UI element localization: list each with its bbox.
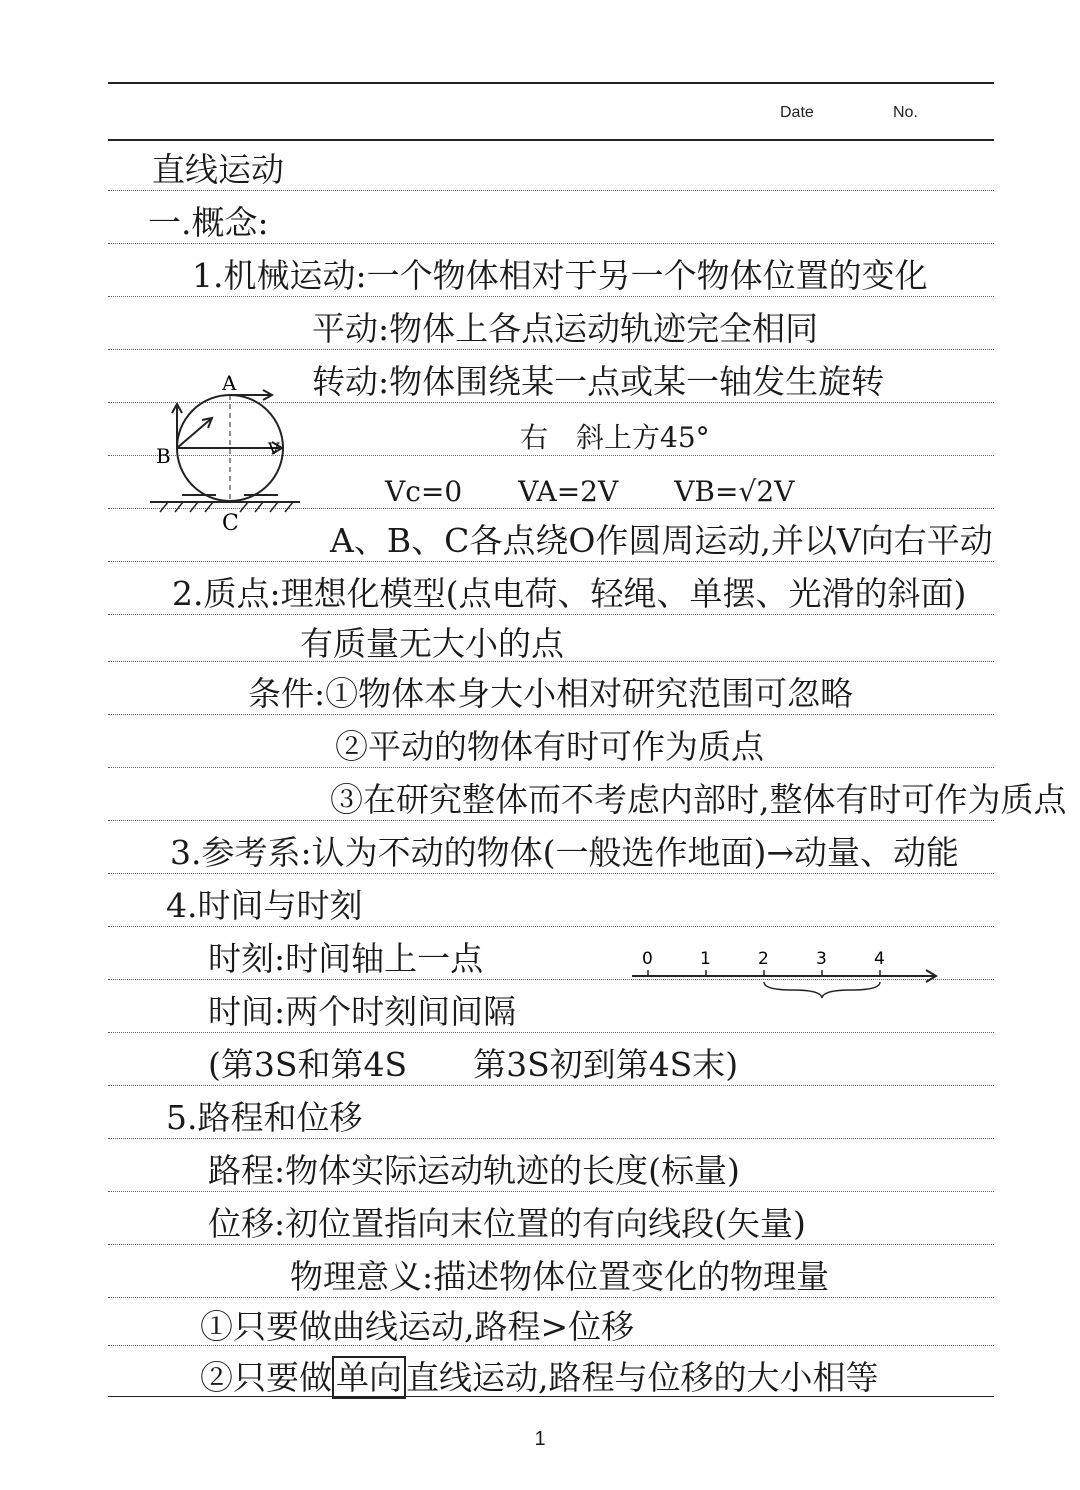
text-line: 平动:物体上各点运动轨迹完全相同 bbox=[312, 309, 819, 348]
page-number: 1 bbox=[534, 1428, 546, 1450]
ruled-line bbox=[108, 614, 994, 615]
label-c: C bbox=[222, 511, 239, 536]
text-segment: ②只要做 bbox=[200, 1358, 332, 1397]
text-line: ①只要做曲线运动,路程>位移 bbox=[200, 1307, 635, 1346]
diagonal-arrow bbox=[177, 418, 212, 448]
ruled-line bbox=[108, 1244, 994, 1245]
text-line: 时间:两个时刻间间隔 bbox=[208, 992, 517, 1031]
heading-title: 直线运动 bbox=[152, 150, 284, 189]
ruled-line bbox=[108, 296, 994, 297]
ruled-line bbox=[108, 714, 994, 715]
tick-label: 1 bbox=[700, 949, 711, 969]
text-line: 转动:物体围绕某一点或某一轴发生旋转 bbox=[312, 362, 885, 401]
ruled-line bbox=[108, 1085, 994, 1086]
ruled-line bbox=[108, 243, 994, 244]
text-line: 物理意义:描述物体位置变化的物理量 bbox=[290, 1257, 830, 1296]
text-line: 右 斜上方45° bbox=[520, 421, 710, 454]
text-line: A、B、C各点绕O作圆周运动,并以V向右平动 bbox=[330, 521, 993, 560]
ruled-line bbox=[108, 820, 994, 821]
date-label: Date bbox=[780, 104, 814, 121]
ruled-line bbox=[108, 1138, 994, 1139]
text-line: 位移:初位置指向末位置的有向线段(矢量) bbox=[208, 1204, 806, 1243]
time-axis-diagram bbox=[628, 938, 948, 1008]
text-line: 3.参考系:认为不动的物体(一般选作地面)→动量、动能 bbox=[170, 833, 960, 872]
top-rule bbox=[108, 82, 994, 84]
interval-brace bbox=[764, 982, 880, 998]
text-line: ②平动的物体有时可作为质点 bbox=[335, 727, 764, 766]
label-a: A bbox=[222, 371, 237, 395]
text-line: 2.质点:理想化模型(点电荷、轻绳、单摆、光滑的斜面) bbox=[172, 574, 967, 613]
text-line: 1.机械运动:一个物体相对于另一个物体位置的变化 bbox=[192, 256, 928, 295]
text-line: Vc=0 VA=2V VB=√2V bbox=[385, 475, 795, 508]
text-line bbox=[200, 1358, 879, 1398]
ruled-line bbox=[108, 926, 994, 927]
ruled-line bbox=[108, 1032, 994, 1033]
ruled-line bbox=[108, 561, 994, 562]
tick-label: 2 bbox=[758, 949, 769, 969]
rolling-wheel-diagram bbox=[150, 370, 310, 545]
ruled-line bbox=[108, 190, 994, 191]
text-line: ③在研究整体而不考虑内部时,整体有时可作为质点 bbox=[330, 780, 1067, 819]
ruled-line bbox=[108, 873, 994, 874]
tick-label: 0 bbox=[642, 949, 653, 969]
text-line: 路程:物体实际运动轨迹的长度(标量) bbox=[208, 1151, 740, 1190]
section-heading: 一.概念: bbox=[148, 203, 269, 242]
section-heading: 5.路程和位移 bbox=[166, 1098, 363, 1137]
tick-label: 4 bbox=[874, 949, 885, 969]
ruled-line bbox=[108, 349, 994, 350]
tick-label: 3 bbox=[816, 949, 827, 969]
section-heading: 4.时间与时刻 bbox=[166, 886, 363, 925]
ruled-line bbox=[108, 767, 994, 768]
label-b: B bbox=[156, 444, 171, 468]
text-line: (第3S和第4S 第3S初到第4S末) bbox=[208, 1045, 739, 1084]
header-rule bbox=[108, 139, 994, 141]
text-line: 条件:①物体本身大小相对研究范围可忽略 bbox=[248, 674, 854, 713]
text-segment: 直线运动,路程与位移的大小相等 bbox=[406, 1358, 879, 1397]
text-line: 时刻:时间轴上一点 bbox=[208, 939, 484, 978]
label-v: V bbox=[268, 439, 280, 458]
ruled-line bbox=[108, 1297, 994, 1298]
no-label: No. bbox=[893, 104, 918, 121]
ruled-line bbox=[108, 1191, 994, 1192]
boxed-emphasis: 单向 bbox=[332, 1356, 406, 1399]
text-line: 有质量无大小的点 bbox=[300, 624, 564, 663]
